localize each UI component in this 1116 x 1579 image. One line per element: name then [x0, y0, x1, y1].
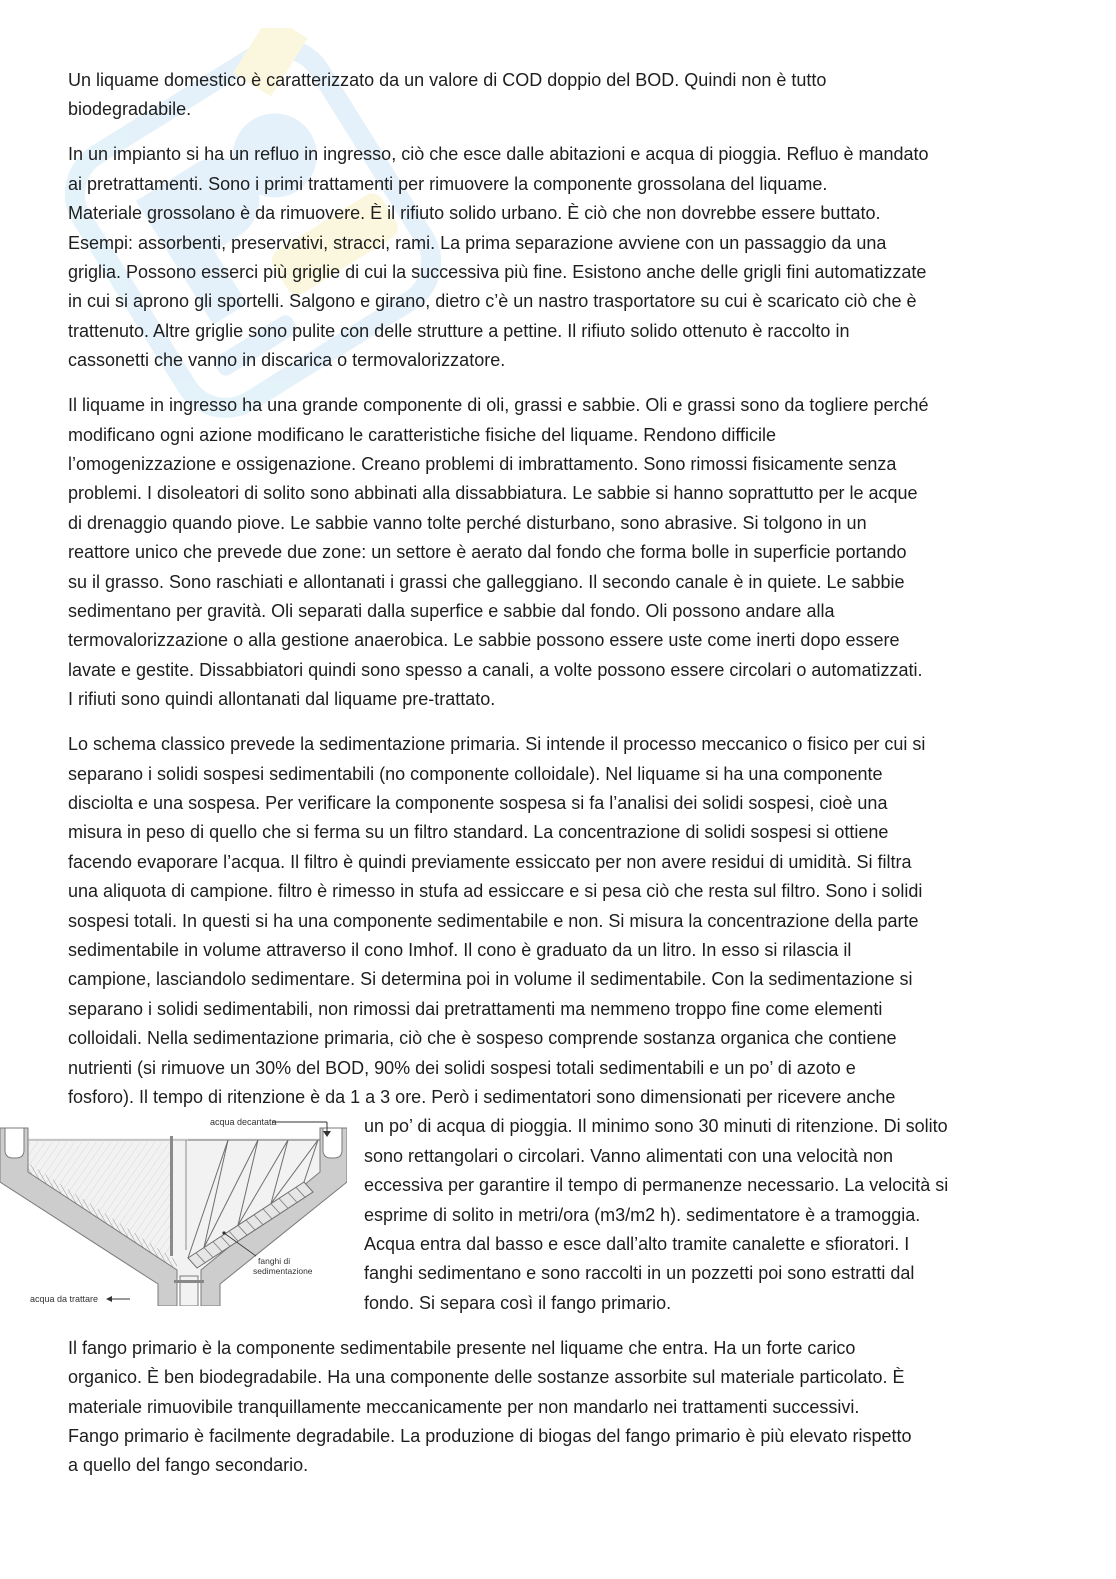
text-line: Il liquame in ingresso ha una grande componente di oli, grassi e sabbie. Oli e grassi sono da togliere perché [68, 395, 929, 416]
paragraph-4 [30, 730, 1048, 1318]
text-line: Fango primario è facilmente degradabile. La produzione di biogas del fango primario è più elevato rispetto [68, 1425, 912, 1446]
text-line: griglia. Possono esserci più griglie di cui la successiva più fine. Esistono anche delle grigli fini automatizzate [68, 262, 927, 283]
text-line: reattore unico che prevede due zone: un settore è aerato dal fondo che forma bolle in superficie portando [68, 542, 907, 563]
text-line: sedimentabile in volume attraverso il cono Imhof. Il cono è graduato da un litro. In esso si rilascia il [68, 940, 852, 960]
text-line: Materiale grossolano è da rimuovere. È il rifiuto solido urbano. È ciò che non dovrebbe essere buttato. [68, 203, 881, 224]
text-line: Il fango primario è la componente sedimentabile presente nel liquame che entra. Ha un forte carico [68, 1337, 856, 1358]
paragraph-5 [68, 1334, 1048, 1481]
text-line: campione, lasciandolo sedimentare. Si determina poi in volume il sedimentabile. Con la sedimentazione si [68, 969, 913, 990]
label-sedimentazione: sedimentazione [253, 1266, 313, 1277]
text-line: organico. È ben biodegradabile. Ha una componente delle sostanze assorbite sul materiale particolato. È [68, 1367, 905, 1388]
text-line: I rifiuti sono quindi allontanati dal liquame pre-trattato. [68, 689, 496, 710]
left-gutter [5, 1128, 24, 1158]
text-line: Acqua entra dal basso e esce dall’alto tramite canalette e sfioratori. I [364, 1233, 910, 1254]
text-line: fanghi sedimentano e sono raccolti in un pozzetti poi sono estratti dal [364, 1263, 915, 1284]
text-line: sono rettangolari o circolari. Vanno alimentati con una velocità non [364, 1145, 893, 1166]
text-line: in cui si aprono gli sportelli. Salgono e girano, dietro c’è un nastro trasportatore su cui è scaricato ciò che è [68, 291, 917, 312]
pit-plate [174, 1280, 204, 1283]
text-line: di drenaggio quando piove. Le sabbie vanno tolte perché disturbano, sono abrasive. Si tolgono in un [68, 512, 867, 533]
figure-with-text [30, 1112, 1048, 1318]
text-line: a quello del fango secondario. [68, 1455, 309, 1476]
text-line: Un liquame domestico è caratterizzato da un valore di COD doppio del BOD. Quindi non è tutto [68, 70, 827, 90]
document-body [30, 66, 1048, 1496]
text-line: sedimentano per gravità. Oli separati dalla superfice e sabbie dal fondo. Oli possono andare alla [68, 601, 835, 622]
text-line: l’omogenizzazione e ossigenazione. Creano problemi di imbrattamento. Sono rimossi fisicamente senza [68, 454, 897, 475]
text-line: trattenuto. Altre griglie sono pulite con delle strutture a pettine. Il rifiuto solido ottenuto è raccolto in [68, 320, 850, 341]
inlet-baffle [170, 1136, 173, 1256]
label-acqua-da-trattare: acqua da trattare [30, 1294, 99, 1305]
paragraph-3 [68, 391, 1048, 714]
text-line: un po’ di acqua di pioggia. Il minimo sono 30 minuti di ritenzione. Di solito [364, 1116, 948, 1137]
text-line: facendo evaporare l’acqua. Il filtro è quindi previamente essiccato per non avere residui di umidità. Si filtra [68, 851, 912, 872]
text-line: In un impianto si ha un refluo in ingresso, ciò che esce dalle abitazioni e acqua di pioggia. Refluo è mandato [68, 144, 929, 165]
text-line: fosforo). Il tempo di ritenzione è da 1 a 3 ore. Però i sedimentatori sono dimensionati per ricevere anche [68, 1086, 896, 1107]
text-line: sospesi totali. In questi si ha una componente sedimentabile e non. Si misura la concentrazione della parte [68, 910, 919, 931]
label-fanghi-di: fanghi di [258, 1256, 291, 1267]
text-line: materiale rimuovibile tranquillamente meccanicamente per non mandarlo nei trattamenti successivi. [68, 1396, 860, 1417]
text-line: ai pretrattamenti. Sono i primi trattamenti per rimuovere la componente grossolana del liquame. [68, 173, 828, 194]
text-line: nutrienti (si rimuove un 30% del BOD, 90% dei solidi sospesi totali sedimentabili e un po’ di azoto e [68, 1057, 856, 1078]
text-beside-figure [364, 1112, 1048, 1318]
text-line: modificano ogni azione modificano le caratteristiche fisiche del liquame. Rendono difficile [68, 424, 777, 445]
label-acqua-decantata: acqua decantata [210, 1117, 277, 1128]
text-line: disciolta e una sospesa. Per verificare la componente sospesa si fa l’analisi dei solidi sospesi, cioè una [68, 793, 888, 814]
text-line: misura in peso di quello che si ferma su un filtro standard. La concentrazione di solidi sospesi si ottiene [68, 822, 889, 843]
text-line: fondo. Si separa così il fango primario. [364, 1292, 672, 1313]
text-line: separano i solidi sedimentabili, non rimossi dai pretrattamenti ma nemmeno troppo fine come elementi [68, 998, 883, 1019]
text-line: lavate e gestite. Dissabbiatori quindi sono spesso a canali, a volte possono essere circolari o automatizzati. [68, 659, 923, 680]
sedimentation-tank-diagram [0, 1112, 347, 1306]
text-line: termovalorizzazione o alla gestione anaerobica. Le sabbie possono essere uste come inerti dopo essere [68, 630, 900, 651]
text-line: colloidali. Nella sedimentazione primaria, ciò che è sospeso comprende sostanza organica che contiene [68, 1028, 897, 1049]
text-line: Lo schema classico prevede la sedimentazione primaria. Si intende il processo meccanico o fisico per cui si [68, 734, 926, 755]
text-line: cassonetti che vanno in discarica o termovalorizzatore. [68, 350, 506, 371]
text-line: eccessiva per garantire il tempo di permanenze necessario. La velocità si [364, 1175, 949, 1196]
text-line: Esempi: assorbenti, preservativi, stracci, rami. La prima separazione avviene con un passaggio da una [68, 232, 887, 253]
paragraph-1 [68, 66, 1048, 125]
text-line: problemi. I disoleatori di solito sono abbinati alla dissabbiatura. Le sabbie si hanno soprattutto per le acque [68, 483, 918, 504]
text-line: su il grasso. Sono raschiati e allontanati i grassi che galleggiano. Il secondo canale è in quiete. Le sabbie [68, 571, 905, 592]
paragraph-2 [68, 140, 1048, 375]
text-line: separano i solidi sospesi sedimentabili (no componente colloidale). Nel liquame si ha una componente [68, 763, 883, 784]
text-line: esprime di solito in metri/ora (m3/m2 h). sedimentatore è a tramoggia. [364, 1204, 921, 1225]
text-line: una aliquota di campione. filtro è rimesso in stufa ad essiccare e si pesa ciò che resta sul filtro. Sono i solidi [68, 881, 923, 902]
text-line: biodegradabile. [68, 99, 192, 120]
